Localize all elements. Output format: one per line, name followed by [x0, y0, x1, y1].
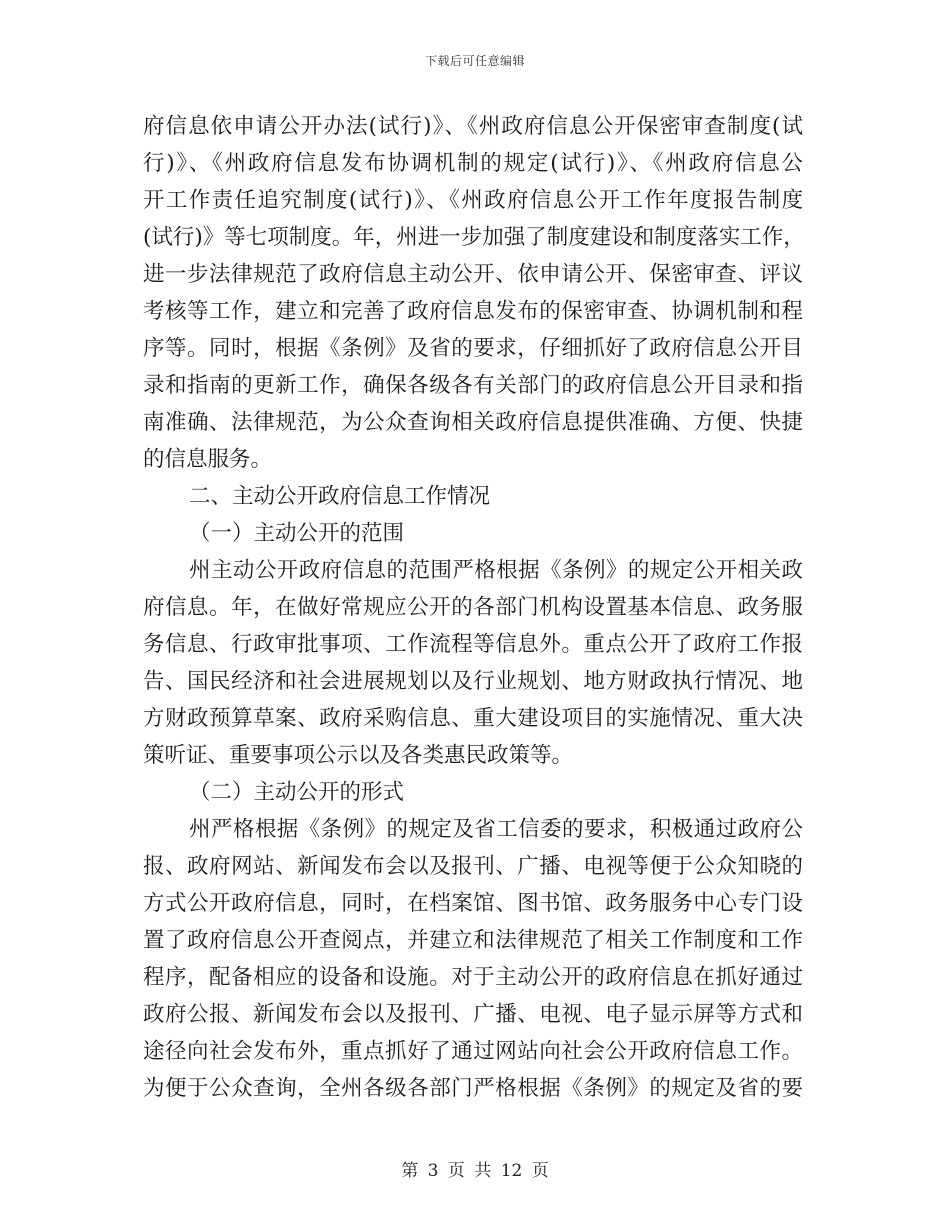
text-line: 置了政府信息公开查阅点，并建立和法律规范了相关工作制度和工作 — [143, 928, 803, 953]
text-line: 序等。同时，根据《条例》及省的要求，仔细抓好了政府信息公开目 — [143, 336, 803, 361]
text-line: 程序，配备相应的设备和设施。对于主动公开的政府信息在抓好通过 — [143, 965, 803, 990]
text-line: 务信息、行政审批事项、工作流程等信息外。重点公开了政府工作报 — [143, 632, 803, 657]
text-line: 进一步法律规范了政府信息主动公开、依申请公开、保密审查、评议 — [143, 262, 803, 287]
text-line: 南准确、法律规范，为公众查询相关政府信息提供准确、方便、快捷 — [143, 410, 803, 435]
page-footer: 第 3 页 共 12 页 — [401, 1161, 549, 1181]
text-line: 策听证、重要事项公示以及各类惠民政策等。 — [143, 743, 574, 768]
text-line: 行)》、《州政府信息发布协调机制的规定(试行)》、《州政府信息公 — [143, 151, 803, 176]
document-body — [143, 108, 803, 1107]
text-line: 途径向社会发布外，重点抓好了通过网站向社会公开政府信息工作。 — [143, 1039, 803, 1064]
text-line: 府信息依申请公开办法(试行)》、《州政府信息公开保密审查制度(试 — [143, 114, 803, 139]
paragraph-scope — [143, 552, 803, 774]
paragraph-form — [143, 811, 803, 1107]
page-header: 下载后可任意编辑 — [424, 54, 525, 68]
text-line: 州主动公开政府信息的范围严格根据《条例》的规定公开相关政 — [189, 558, 803, 583]
text-line: 告、国民经济和社会进展规划以及行业规划、地方财政执行情况、地 — [143, 669, 803, 694]
paragraph-continuation — [143, 108, 803, 478]
subsection-heading: （一）主动公开的范围 — [189, 521, 405, 546]
text-line: 政府公报、新闻发布会以及报刊、广播、电视、电子显示屏等方式和 — [143, 1002, 803, 1027]
text-line: (试行)》等七项制度。年，州进一步加强了制度建设和制度落实工作， — [143, 225, 805, 250]
text-line: 开工作责任追究制度(试行)》、《州政府信息公开工作年度报告制度 — [143, 188, 803, 213]
text-line: 考核等工作，建立和完善了政府信息发布的保密审查、协调机制和程 — [143, 299, 803, 324]
text-line: 报、政府网站、新闻发布会以及报刊、广播、电视等便于公众知晓的 — [143, 854, 803, 879]
text-line: 府信息。年，在做好常规应公开的各部门机构设置基本信息、政务服 — [143, 595, 803, 620]
subsection-heading: （二）主动公开的形式 — [189, 780, 405, 805]
text-line: 州严格根据《条例》的规定及省工信委的要求，积极通过政府公 — [189, 817, 803, 842]
text-line: 的信息服务。 — [143, 447, 273, 472]
text-line: 方式公开政府信息，同时，在档案馆、图书馆、政务服务中心专门设 — [143, 891, 803, 916]
text-line: 录和指南的更新工作，确保各级各有关部门的政府信息公开目录和指 — [143, 373, 803, 398]
text-line: 方财政预算草案、政府采购信息、重大建设项目的实施情况、重大决 — [143, 706, 803, 731]
text-line: 为便于公众查询，全州各级各部门严格根据《条例》的规定及省的要 — [143, 1076, 803, 1101]
section-heading: 二、主动公开政府信息工作情况 — [189, 484, 491, 509]
